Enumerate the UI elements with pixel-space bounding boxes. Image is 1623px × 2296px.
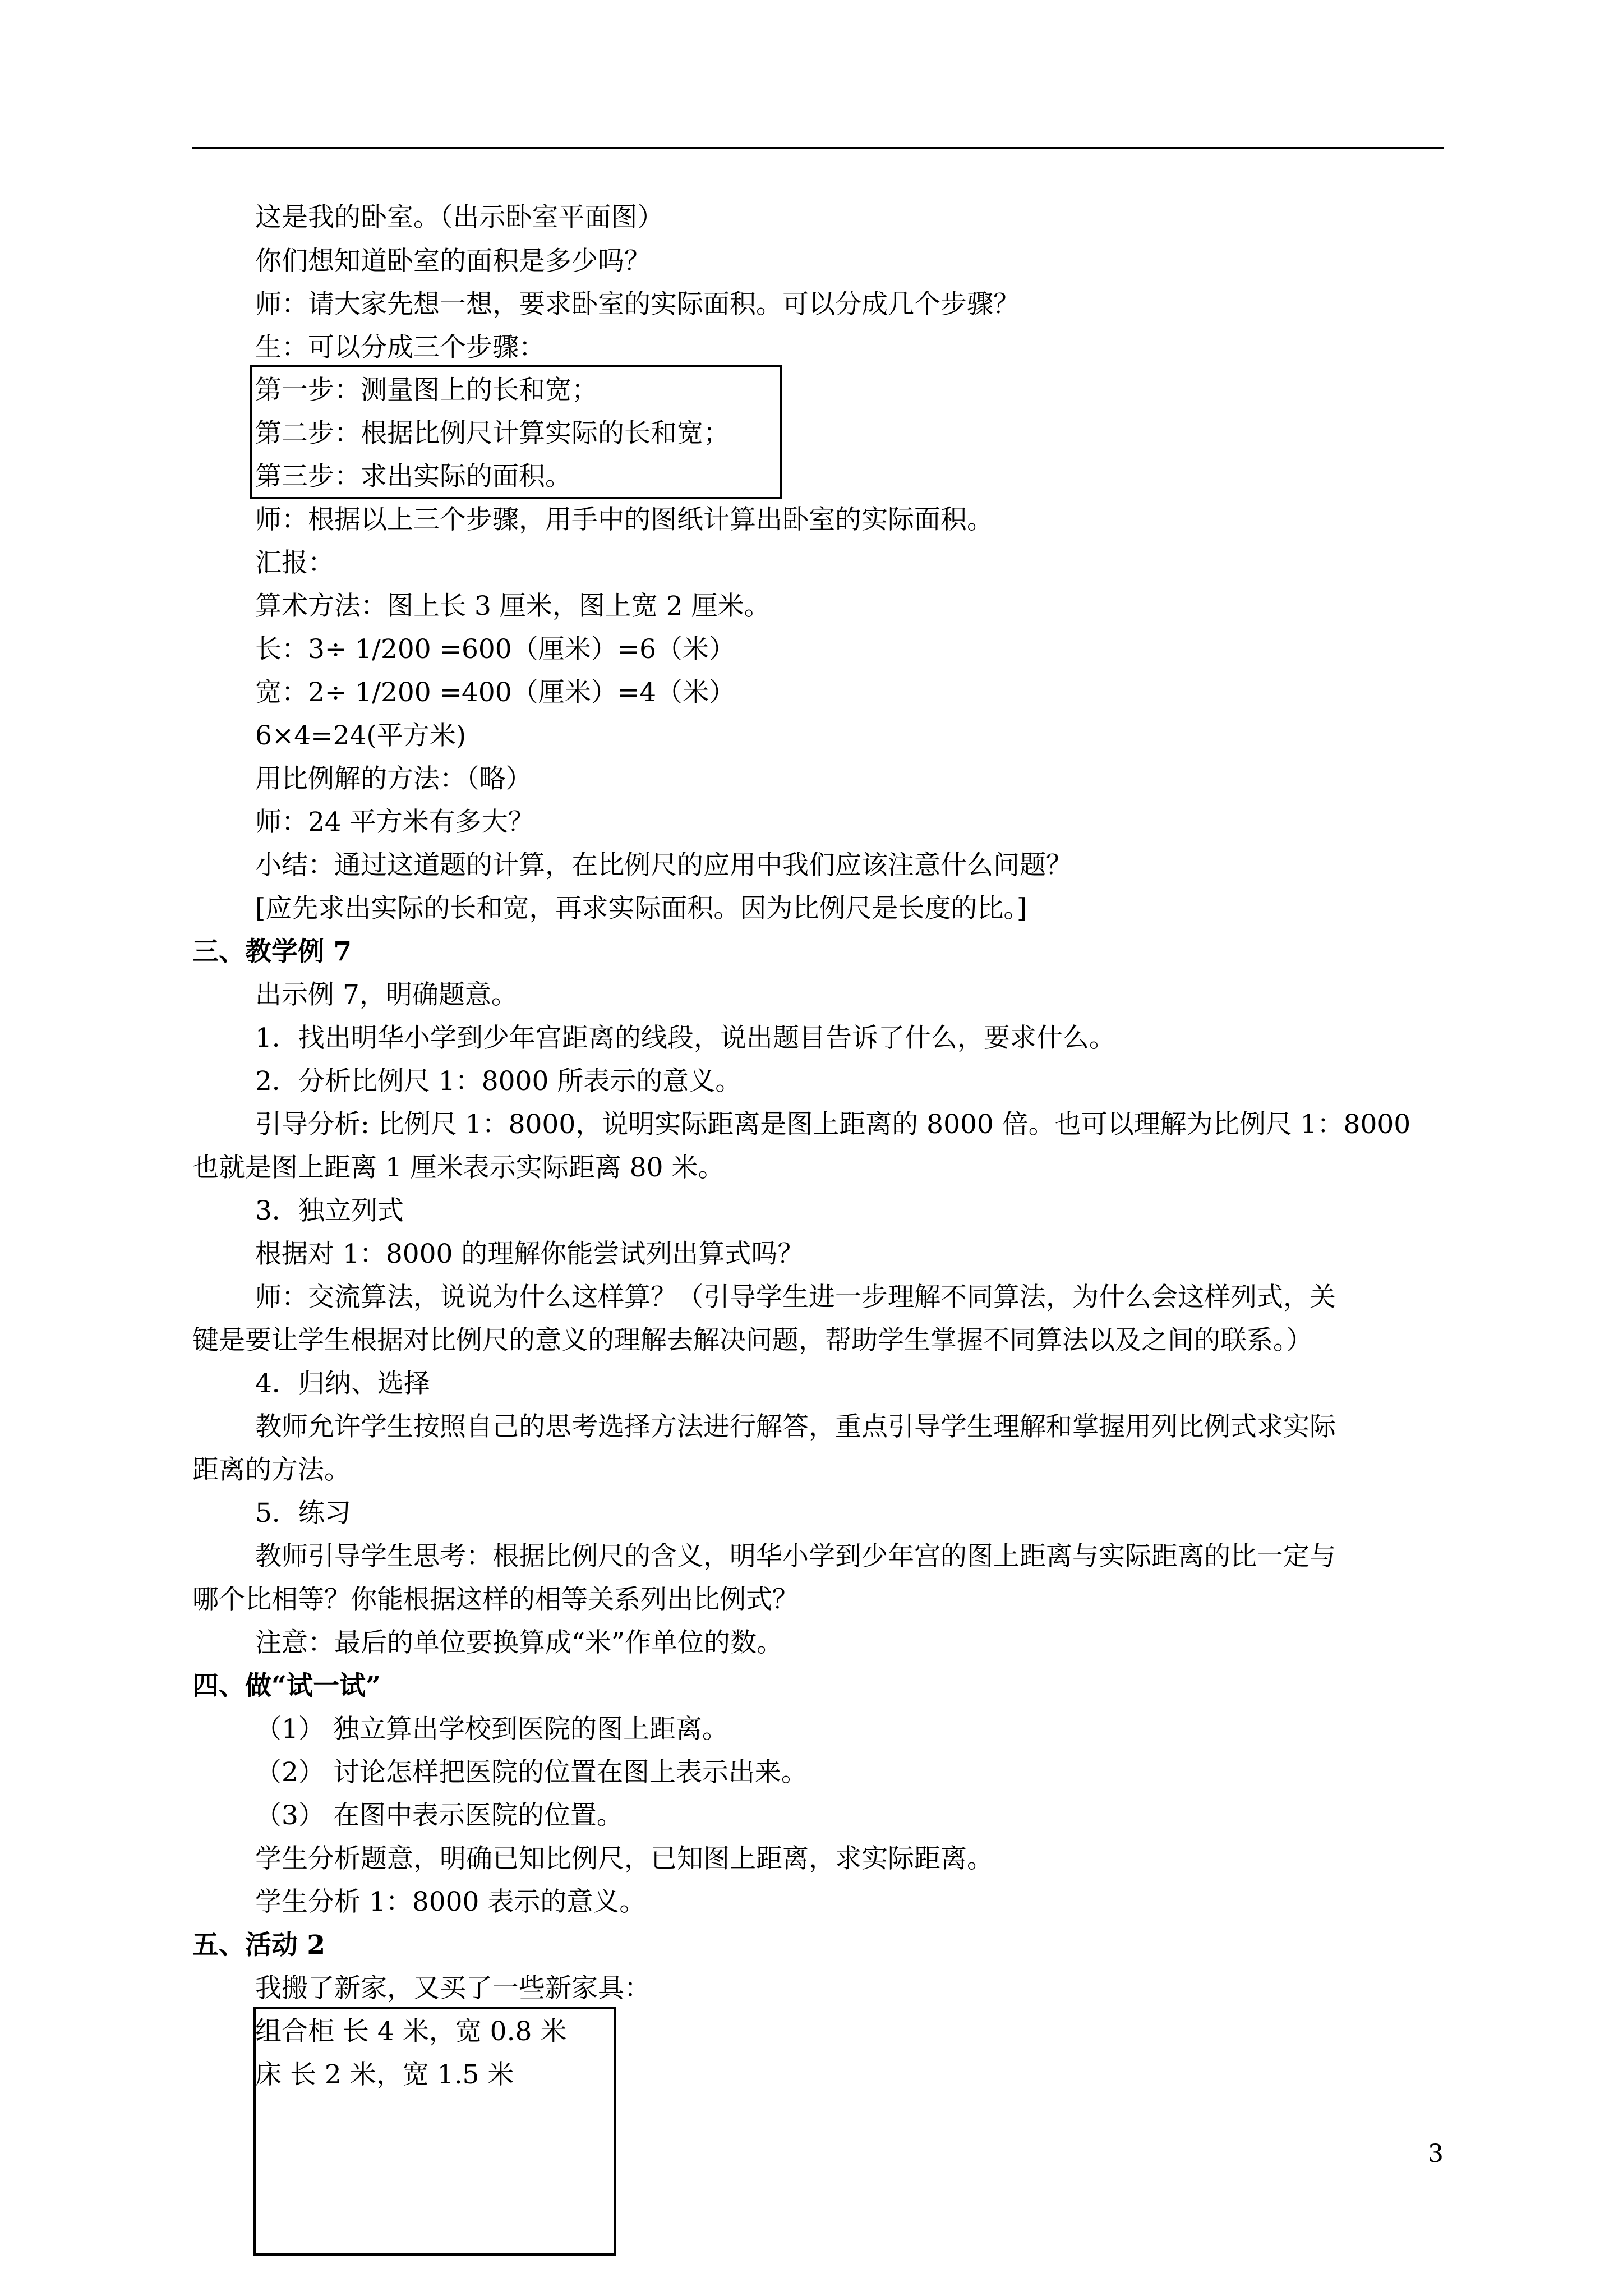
text-line: 长：3÷ 1/200 =600（厘米）=6（米） — [255, 634, 735, 665]
text-line: 算术方法：图上长 3 厘米，图上宽 2 厘米。 — [255, 591, 771, 622]
text-line: 引导分析: 比例尺 1：8000，说明实际距离是图上距离的 8000 倍。也可以理解为比例尺 1：8000 — [255, 1109, 1411, 1140]
text-line: 小结：通过这道题的计算，在比例尺的应用中我们应该注意什么问题？ — [255, 850, 1072, 881]
text-line: 3．独立列式 — [255, 1195, 404, 1226]
section-heading: 五、活动 2 — [192, 1930, 326, 1961]
text-line: 距离的方法。 — [192, 1455, 351, 1485]
text-line: 师：交流算法，说说为什么这样算？（引导学生进一步理解不同算法，为什么会这样列式，关 — [255, 1282, 1336, 1313]
text-line: （3） 在图中表示医院的位置。 — [255, 1800, 623, 1831]
text-line: 5．练习 — [255, 1498, 351, 1529]
furniture-line: 床 长 2 米，宽 1.5 米 — [255, 2059, 514, 2090]
text-line: （2） 讨论怎样把医院的位置在图上表示出来。 — [255, 1757, 808, 1788]
section-heading: 四、做“试一试” — [192, 1671, 381, 1701]
text-line: 汇报： — [255, 547, 334, 578]
text-line: 师：24 平方米有多大？ — [255, 807, 534, 838]
text-line: 师：根据以上三个步骤，用手中的图纸计算出卧室的实际面积。 — [255, 504, 993, 535]
text-line: （1） 独立算出学校到医院的图上距离。 — [255, 1714, 728, 1745]
text-line: 学生分析题意，明确已知比例尺，已知图上距离，求实际距离。 — [255, 1843, 993, 1874]
step-line: 第三步：求出实际的面积。 — [255, 461, 571, 492]
text-line: 4．归纳、选择 — [255, 1368, 430, 1399]
step-line: 第一步：测量图上的长和宽； — [255, 375, 598, 406]
text-line: 键是要让学生根据对比例尺的意义的理解去解决问题，帮助学生掌握不同算法以及之间的联系。） — [192, 1325, 1313, 1356]
text-line: 宽：2÷ 1/200 =400（厘米）=4（米） — [255, 677, 735, 708]
text-line: 你们想知道卧室的面积是多少吗？ — [255, 246, 651, 277]
text-line: 教师允许学生按照自己的思考选择方法进行解答，重点引导学生理解和掌握用列比例式求实际 — [255, 1411, 1336, 1442]
text-line: 用比例解的方法：（略） — [255, 763, 532, 794]
text-line: 1．找出明华小学到少年宫距离的线段，说出题目告诉了什么，要求什么。 — [255, 1023, 1115, 1053]
text-line: 根据对 1：8000 的理解你能尝试列出算式吗？ — [255, 1239, 804, 1269]
text-line: 也就是图上距离 1 厘米表示实际距离 80 米。 — [192, 1152, 725, 1183]
text-line: 2．分析比例尺 1：8000 所表示的意义。 — [255, 1066, 742, 1097]
section-heading: 三、教学例 7 — [192, 936, 352, 967]
text-line: 6×4=24(平方米) — [255, 720, 467, 751]
text-line: 师：请大家先想一想，要求卧室的实际面积。可以分成几个步骤？ — [255, 289, 1020, 320]
header-rule — [192, 147, 1444, 149]
text-line: 哪个比相等？你能根据这样的相等关系列出比例式？ — [192, 1584, 799, 1615]
text-line: 生：可以分成三个步骤： — [255, 332, 545, 363]
text-line: 学生分析 1：8000 表示的意义。 — [255, 1887, 646, 1917]
text-line: 注意：最后的单位要换算成“米”作单位的数。 — [255, 1627, 783, 1658]
text-line: 我搬了新家，又买了一些新家具： — [255, 1973, 651, 2004]
text-line: 出示例 7，明确题意。 — [255, 979, 518, 1010]
furniture-line: 组合柜 长 4 米，宽 0.8 米 — [255, 2016, 567, 2047]
text-line: [应先求出实际的长和宽，再求实际面积。因为比例尺是长度的比。] — [255, 893, 1027, 924]
text-line: 教师引导学生思考：根据比例尺的含义，明华小学到少年宫的图上距离与实际距离的比一定与 — [255, 1541, 1336, 1572]
text-line: 这是我的卧室。（出示卧室平面图） — [255, 202, 664, 233]
step-line: 第二步：根据比例尺计算实际的长和宽； — [255, 418, 730, 449]
page-number: 3 — [1428, 2139, 1444, 2168]
